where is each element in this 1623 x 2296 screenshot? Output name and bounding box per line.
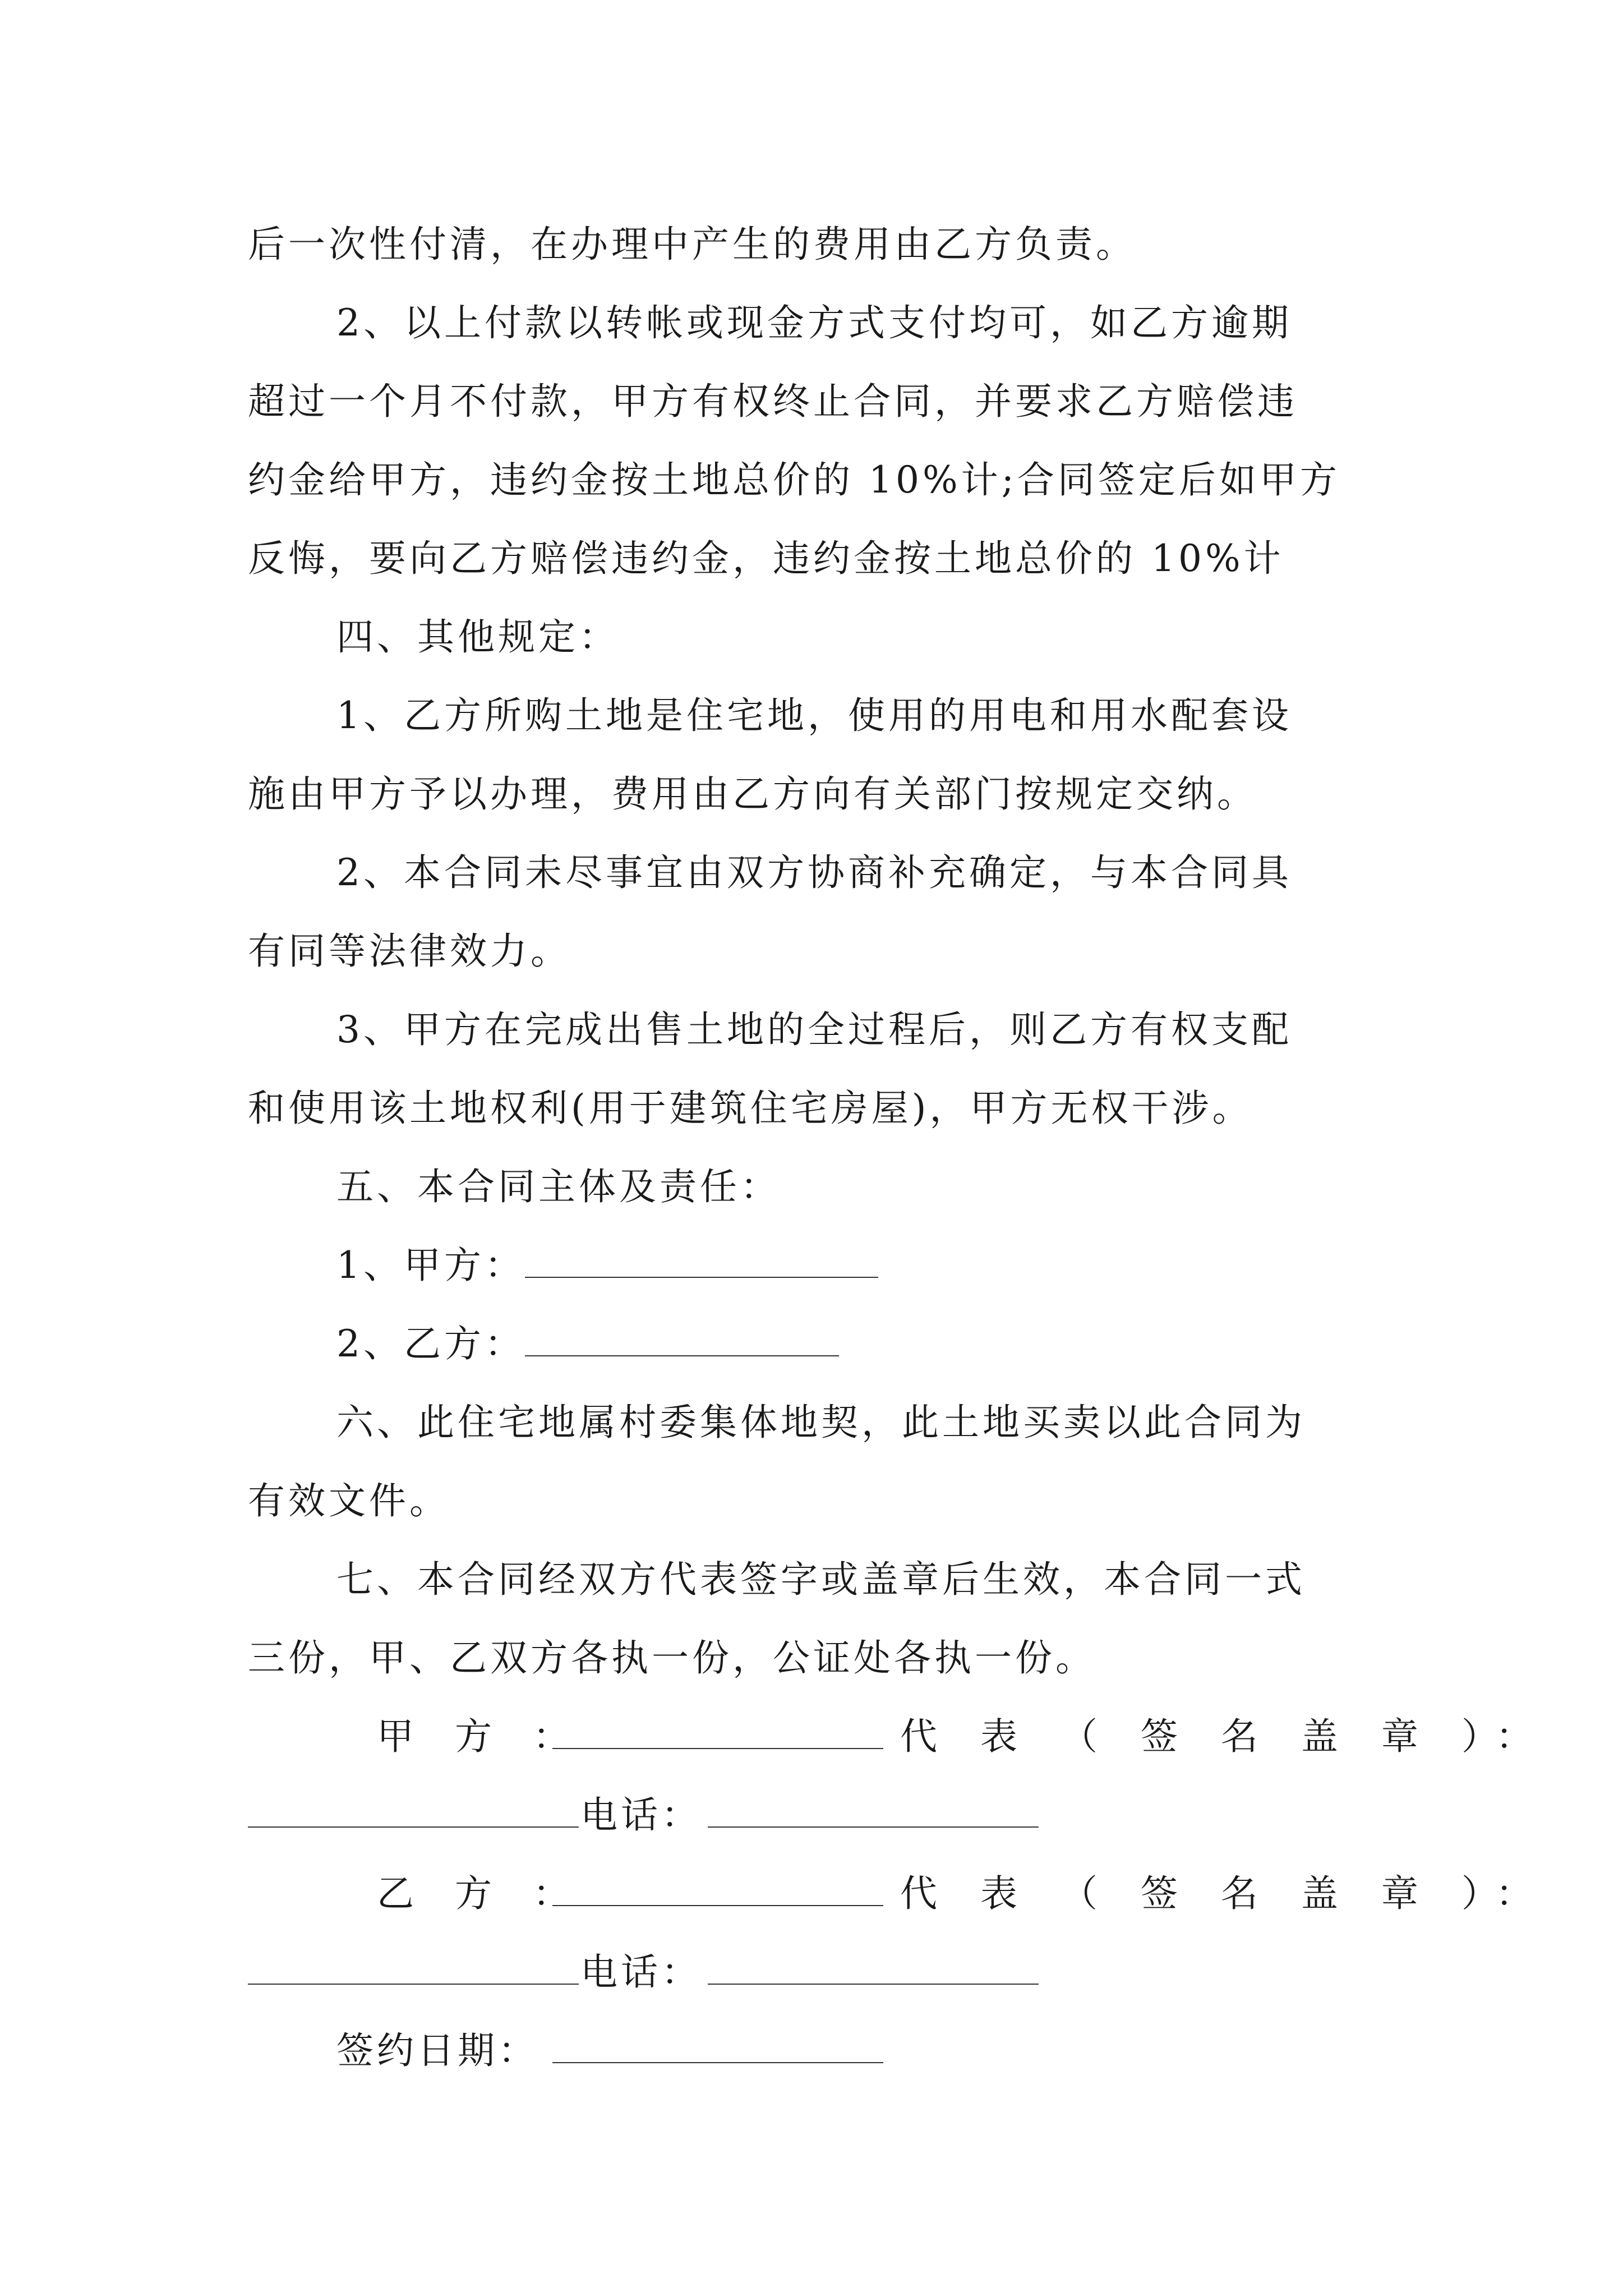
sign-a-party-label: 甲 方 ： <box>377 1715 584 1758</box>
text-line-3: 超过一个月不付款，甲方有权终止合同，并要求乙方赔偿违 <box>248 380 1298 423</box>
text-line-1: 后一次性付清，在办理中产生的费用由乙方负责。 <box>248 223 1136 266</box>
sign-a-party-blank <box>552 1717 883 1749</box>
text-line-9: 2、本合同未尽事宜由双方协商补充确定，与本合同具 <box>336 851 1292 894</box>
sign-b-phone-blank-wrap <box>708 1950 1039 1995</box>
text-line-7: 1、乙方所购土地是住宅地，使用的用电和用水配套设 <box>336 694 1292 737</box>
text-line-18: 七、本合同经双方代表签字或盖章后生效，本合同一式 <box>336 1558 1306 1601</box>
text-line-5: 反悔，要向乙方赔偿违约金，违约金按土地总价的 10%计 <box>248 537 1284 580</box>
text-line-19: 三份，甲、乙双方各执一份，公证处各执一份。 <box>248 1636 1096 1680</box>
sign-b-rep-blank-wrap <box>248 1950 579 1995</box>
text-line-11: 3、甲方在完成出售土地的全过程后，则乙方有权支配 <box>336 1008 1292 1051</box>
party-b-line <box>336 1322 839 1366</box>
party-a-label: 1、甲方： <box>336 1244 525 1287</box>
party-b-blank <box>525 1324 839 1356</box>
sign-a-rep-blank <box>248 1795 579 1828</box>
sign-date-blank-wrap <box>552 2028 883 2073</box>
sign-a-phone-blank <box>708 1795 1039 1828</box>
sign-date-blank <box>552 2031 883 2063</box>
sign-b-party-label: 乙 方 ： <box>377 1872 584 1915</box>
party-b-label: 2、乙方： <box>336 1322 525 1365</box>
text-line-2: 2、以上付款以转帐或现金方式支付均可，如乙方逾期 <box>336 301 1292 344</box>
sign-date-label: 签约日期： <box>336 2029 538 2072</box>
sign-a-party-blank-wrap <box>552 1714 883 1759</box>
party-a-line <box>336 1243 878 1288</box>
sign-b-phone-label: 电话： <box>580 1950 702 1994</box>
party-a-blank <box>525 1245 878 1278</box>
sign-b-rep-label: 代 表 （ 签 名 盖 章 ）： <box>900 1872 1548 1915</box>
sign-a-rep-label: 代 表 （ 签 名 盖 章 ）： <box>900 1715 1548 1758</box>
sign-a-phone-blank-wrap <box>708 1793 1039 1838</box>
text-line-17: 有效文件。 <box>248 1479 450 1522</box>
text-line-16: 六、此住宅地属村委集体地契，此土地买卖以此合同为 <box>336 1401 1306 1444</box>
section-five-heading: 五、本合同主体及责任： <box>336 1165 781 1208</box>
section-four-heading: 四、其他规定： <box>336 615 619 659</box>
sign-b-phone-blank <box>708 1952 1039 1985</box>
sign-b-party-blank-wrap <box>552 1871 883 1916</box>
sign-b-rep-blank <box>248 1952 579 1985</box>
text-line-8: 施由甲方予以办理，费用由乙方向有关部门按规定交纳。 <box>248 772 1257 816</box>
sign-b-party-blank <box>552 1874 883 1906</box>
text-line-4: 约金给甲方，违约金按土地总价的 10%计;合同签定后如甲方 <box>248 458 1340 501</box>
sign-a-phone-label: 电话： <box>580 1793 702 1837</box>
sign-a-rep-blank-wrap <box>248 1793 579 1838</box>
text-line-12: 和使用该土地权利(用于建筑住宅房屋)，甲方无权干涉。 <box>248 1087 1253 1130</box>
text-line-10: 有同等法律效力。 <box>248 930 571 973</box>
